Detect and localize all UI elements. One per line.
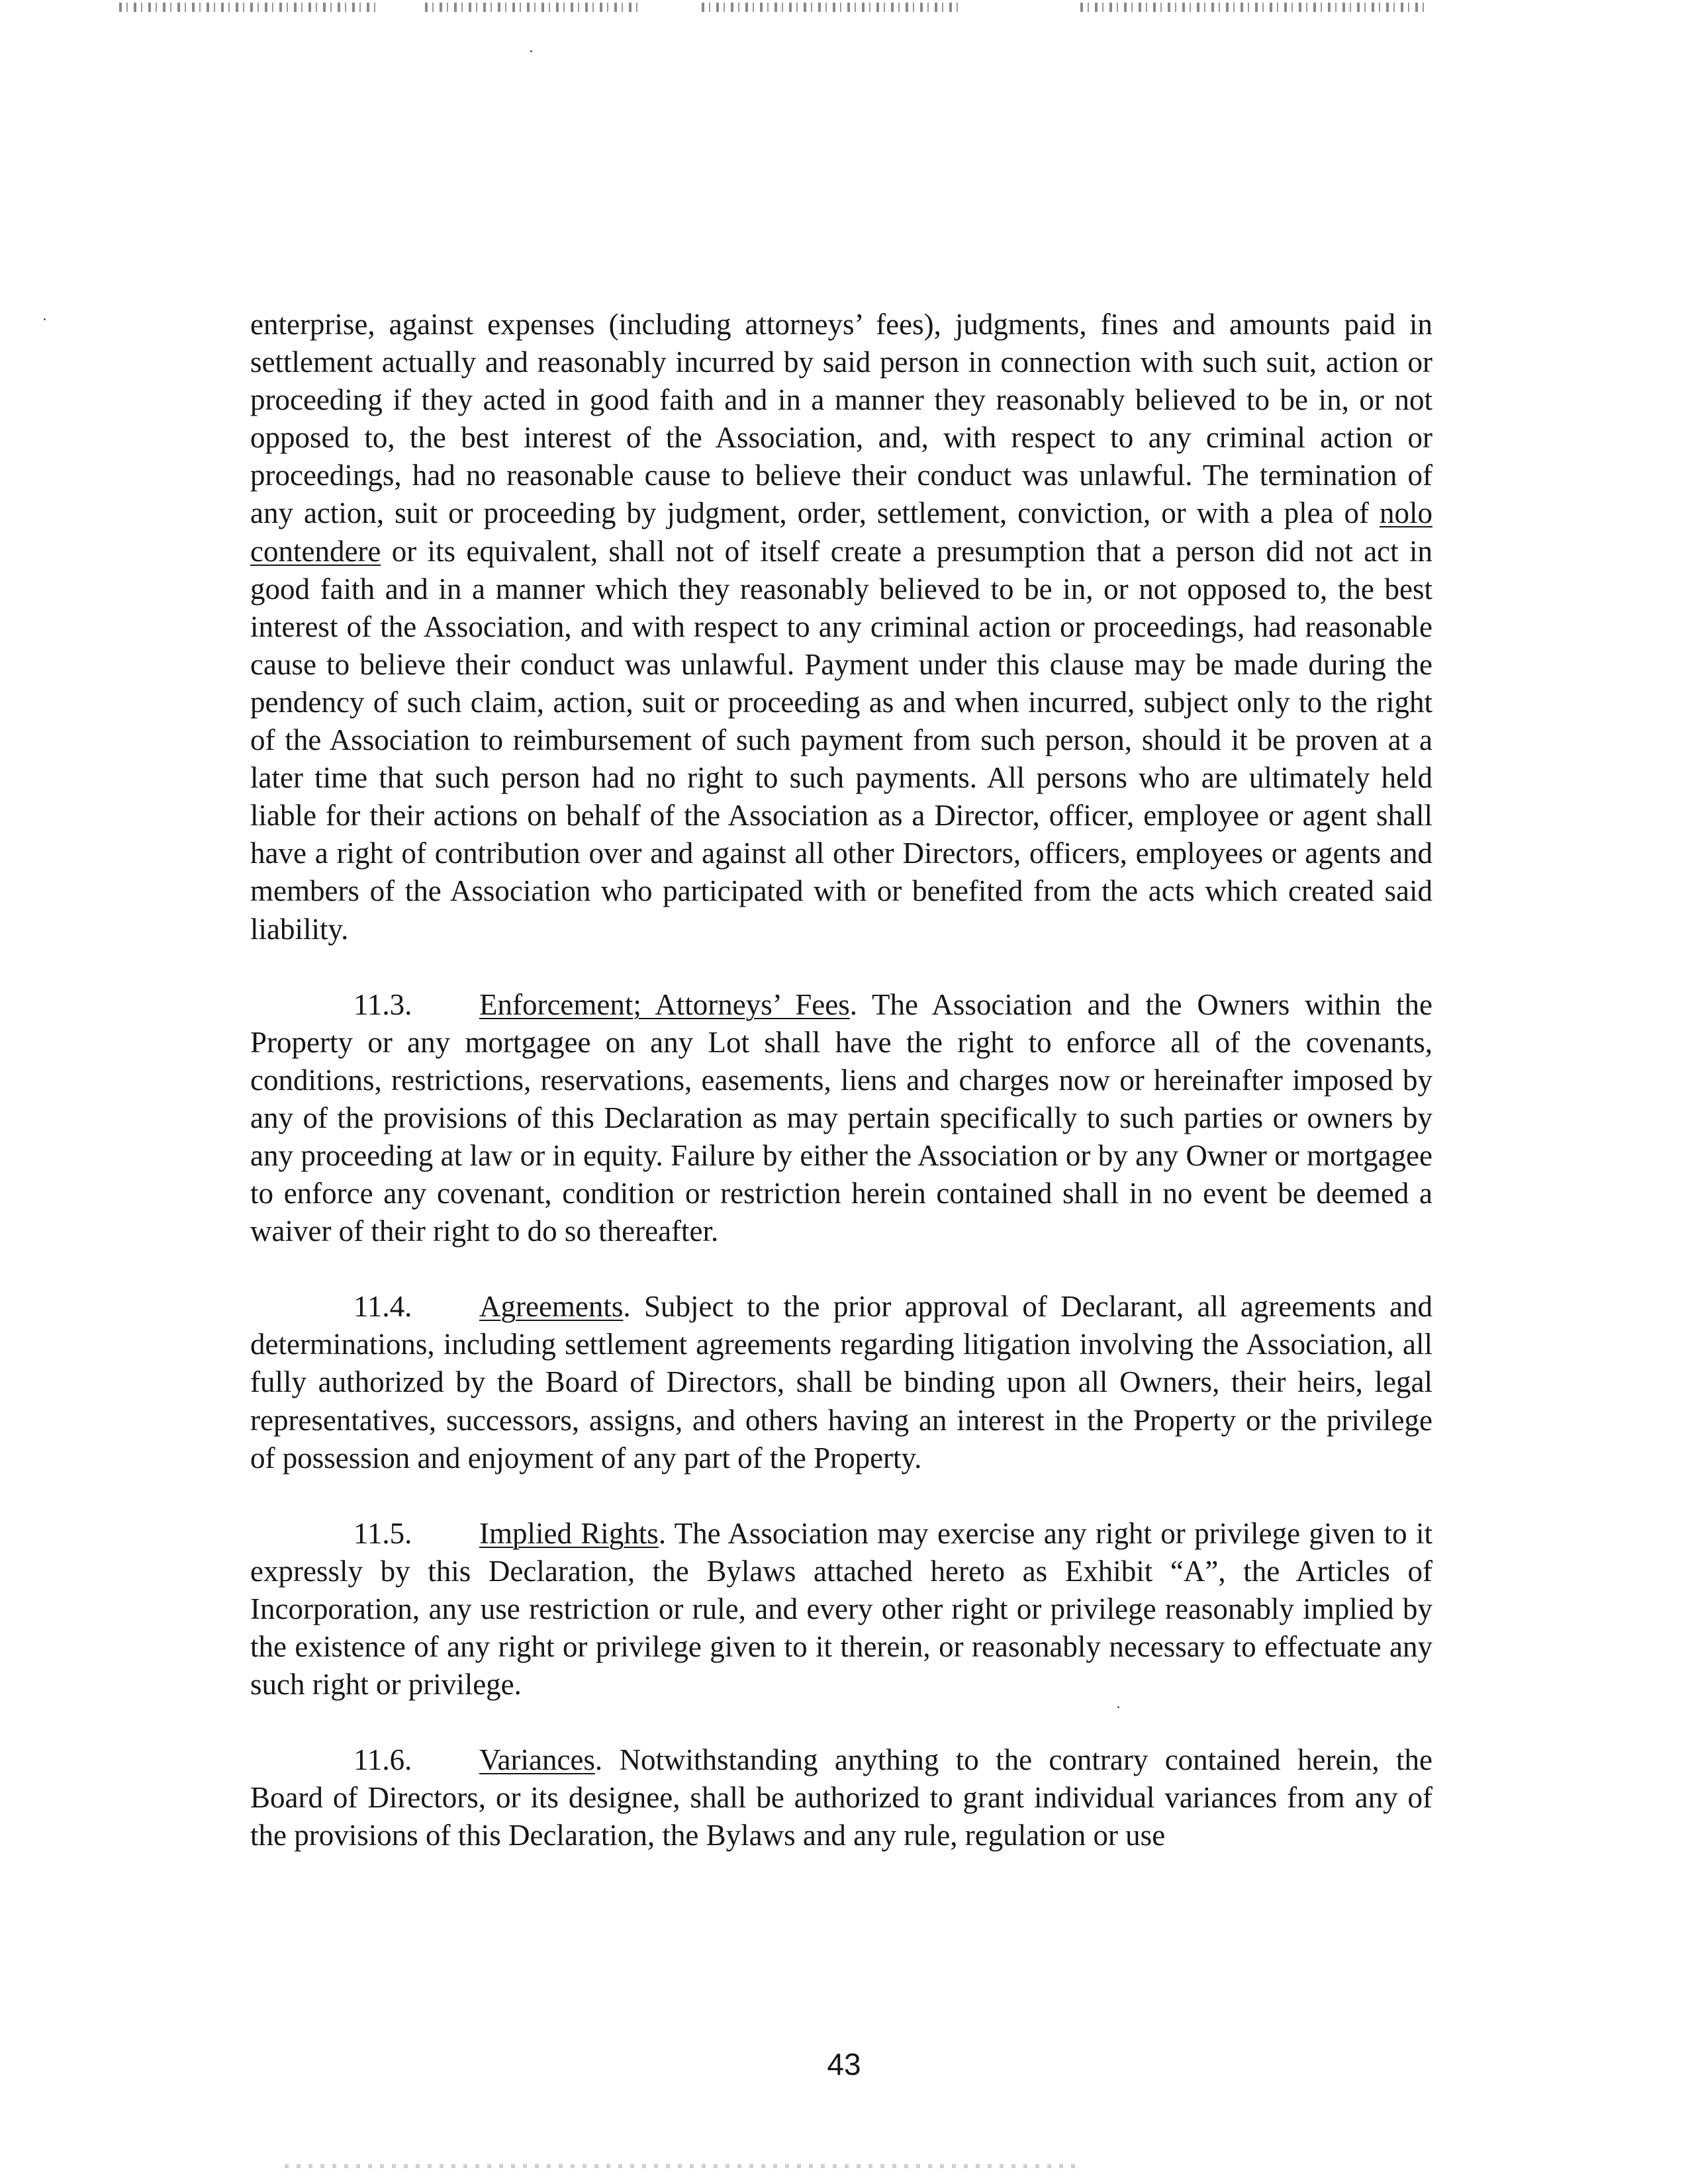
nolo-contendere-term: nolo contendere: [250, 496, 1432, 568]
page-number: 43: [827, 2047, 861, 2081]
scan-speck: [44, 318, 46, 320]
section-text: . The Association may exercise any right or privilege given to it expressly by this Declaration, the Bylaws attached hereto as Exhibit “A”, the Articles of Incorporation, any use restriction or rule, and every other right or privilege reasonably implied by the existence of any right or privilege given to it therein, or reasonably necessary to effectuate any such right or privilege.: [250, 1516, 1432, 1702]
section-11-3: [250, 986, 1432, 1251]
intro-text-before: enterprise, against expenses (including attorneys’ fees), judgments, fines and amounts paid in settlement actually and reasonably incurred by said person in connection with such suit, action or proceeding if they acted in good faith and in a manner they reasonably believed to be in, or not opposed to, the best interest of the Association, and, with respect to any criminal action or proceedings, had no reasonable cause to believe their conduct was unlawful. The termination of any action, suit or proceeding by judgment, order, settlement, conviction, or with a plea of: [250, 308, 1432, 530]
scan-artifact-bottom: [285, 2164, 1079, 2168]
section-11-5: [250, 1515, 1432, 1704]
section-heading: Enforcement; Attorneys’ Fees: [479, 987, 850, 1021]
section-text: . Notwithstanding anything to the contrary contained herein, the Board of Directors, or its designee, shall be authorized to grant individual variances from any of the provisions of this Declaration, the Bylaws and any rule, regulation or use: [250, 1743, 1432, 1852]
scan-speck: [530, 50, 532, 52]
section-number: 11.3.: [353, 987, 412, 1021]
section-heading: Variances: [479, 1743, 595, 1777]
section-number: 11.5.: [353, 1516, 412, 1550]
section-text: . The Association and the Owners within the Property or any mortgagee on any Lot shall have the right to enforce all of the covenants, conditions, restrictions, reservations, easements, liens and charges now or hereinafter imposed by any of the provisions of this Declaration as may pertain specifically to such parties or owners by any proceeding at law or in equity. Failure by either the Association or by any Owner or mortgagee to enforce any covenant, condition or restriction herein contained shall in no event be deemed a waiver of their right to do so thereafter.: [250, 987, 1432, 1248]
section-number: 11.6.: [353, 1743, 412, 1777]
section-number: 11.4.: [353, 1290, 412, 1324]
intro-text-after: or its equivalent, shall not of itself create a presumption that a person did not act in good faith and in a manner which they reasonably believed to be in, or not opposed to, the best interest of the Association, and with respect to any criminal action or proceedings, had reasonable cause to believe their conduct was unlawful. Payment under this clause may be made during the pendency of such claim, action, suit or proceeding as and when incurred, subject only to the right of the Association to reimbursement of such payment from such person, should it be proven at a later time that such person had no right to such payments. All persons who are ultimately held liable for their actions on behalf of the Association as a Director, officer, employee or agent shall have a right of contribution over and against all other Directors, officers, employees or agents and members of the Association who participated with or benefited from the acts which created said liability.: [250, 534, 1432, 946]
section-11-4: [250, 1288, 1432, 1477]
section-11-6: [250, 1741, 1432, 1854]
section-text: . Subject to the prior approval of Declarant, all agreements and determinations, including settlement agreements regarding litigation involving the Association, all fully authorized by the Board of Directors, shall be binding upon all Owners, their heirs, legal representatives, successors, assigns, and others having an interest in the Property or the privilege of possession and enjoyment of any part of the Property.: [250, 1290, 1432, 1475]
scan-artifact-top: [119, 3, 1575, 12]
section-heading: Agreements: [479, 1290, 624, 1324]
document-body: [250, 306, 1432, 1854]
section-heading: Implied Rights: [479, 1516, 659, 1550]
paragraph-intro: [250, 306, 1432, 948]
